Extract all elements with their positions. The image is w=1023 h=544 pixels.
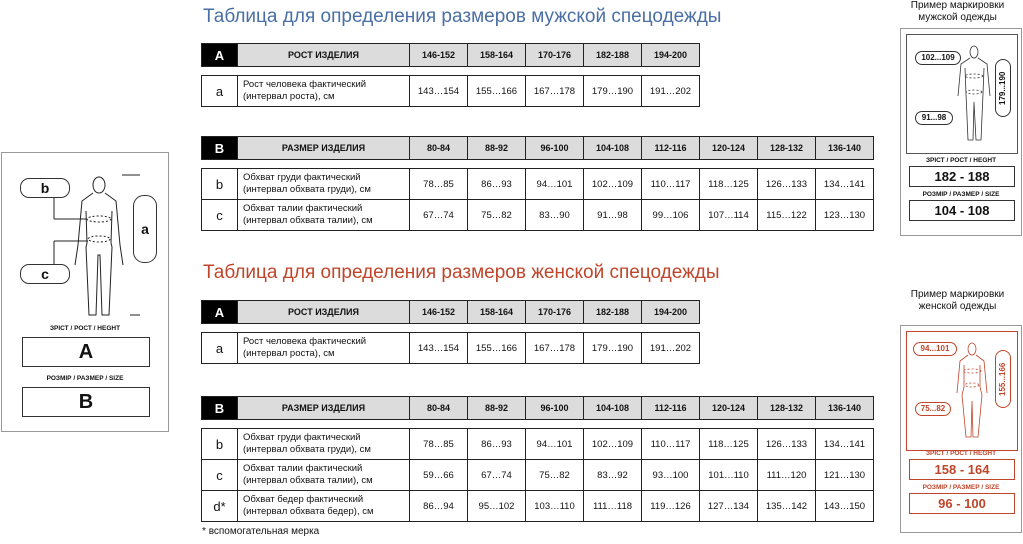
value-cell: 179…190	[584, 333, 642, 364]
table-header-row	[202, 397, 874, 420]
row-letter-cell: c	[202, 460, 238, 491]
value-cell: 107…114	[700, 200, 758, 231]
value-cell: 86…93	[468, 429, 526, 460]
value-cell: 191…202	[642, 76, 700, 107]
value-cell: 78…85	[410, 429, 468, 460]
size-header-cell: 112-116	[642, 397, 700, 420]
table-header-title: РОСТ ИЗДЕЛИЯ	[238, 301, 410, 324]
size-header-cell: 120-124	[700, 397, 758, 420]
value-cell: 93…100	[642, 460, 700, 491]
size-header-cell: 158-164	[468, 301, 526, 324]
table-code-cell: B	[202, 137, 238, 160]
row-description-cell: Обхват груди фактический (интервал обхвата груди), см	[238, 429, 410, 460]
size-caption: РОЗМІР / РАЗМЕР / SIZE	[46, 375, 124, 382]
value-cell: 118…125	[700, 429, 758, 460]
size-header-cell: 194-200	[642, 44, 700, 67]
men-sample-title: Пример маркировки мужской одежды	[910, 0, 1005, 23]
row-description-cell: Обхват талии фактический (интервал обхвата талии), см	[238, 460, 410, 491]
header-gap	[202, 160, 874, 169]
size-header-cell: 80-84	[410, 397, 468, 420]
value-cell: 99…106	[642, 200, 700, 231]
height-label: a	[133, 195, 157, 263]
value-cell: 111…120	[758, 460, 816, 491]
value-cell: 67…74	[410, 200, 468, 231]
table-header-title: РАЗМЕР ИЗДЕЛИЯ	[238, 397, 410, 420]
row-letter-cell: a	[202, 76, 238, 107]
men-height-value: 182 - 188	[909, 166, 1015, 187]
size-header-cell: 88-92	[468, 397, 526, 420]
value-cell: 102…109	[584, 429, 642, 460]
header-gap-cell	[202, 67, 700, 76]
men-size-value: 104 - 108	[909, 200, 1015, 221]
value-cell: 83…90	[526, 200, 584, 231]
size-header-cell: 104-108	[584, 397, 642, 420]
value-cell: 126…133	[758, 169, 816, 200]
size-header-cell: 182-188	[584, 44, 642, 67]
value-cell: 126…133	[758, 429, 816, 460]
legend-card	[1, 152, 169, 432]
value-cell: 78…85	[410, 169, 468, 200]
value-cell: 86…94	[410, 491, 468, 522]
size-header-cell: 96-100	[526, 137, 584, 160]
women-waist-value: 75...82	[915, 402, 951, 416]
women-height-caption: ЗРІСТ / РОСТ / HEGHT	[925, 450, 997, 457]
men-size-table	[201, 136, 874, 231]
header-gap-cell	[202, 160, 874, 169]
value-cell: 86…93	[468, 169, 526, 200]
footnote-text: вспомогательная мерка	[208, 526, 320, 537]
row-description-cell: Рост человека фактический (интервал роста), см	[238, 333, 410, 364]
size-header-cell: 170-176	[526, 301, 584, 324]
size-header-cell: 136-140	[816, 137, 874, 160]
size-header-cell: 146-152	[410, 44, 468, 67]
row-letter-cell: b	[202, 429, 238, 460]
men-height-range: 179...190	[995, 59, 1011, 117]
value-cell: 83…92	[584, 460, 642, 491]
value-cell: 119…126	[642, 491, 700, 522]
value-cell: 101…110	[700, 460, 758, 491]
row-description-cell: Обхват груди фактический (интервал обхвата груди), см	[238, 169, 410, 200]
size-header-cell: 80-84	[410, 137, 468, 160]
height-caption: ЗРІСТ / РОСТ / HEGHT	[49, 325, 121, 332]
row-letter-cell: d*	[202, 491, 238, 522]
value-cell: 91…98	[584, 200, 642, 231]
men-chest-value: 102...109	[915, 51, 961, 65]
value-cell: 167…178	[526, 76, 584, 107]
row-description-cell: Обхват талии фактический (интервал обхвата талии), см	[238, 200, 410, 231]
header-gap	[202, 420, 874, 429]
size-header-cell: 146-152	[410, 301, 468, 324]
table-code-cell: A	[202, 44, 238, 67]
size-header-cell: 128-132	[758, 137, 816, 160]
header-gap	[202, 67, 700, 76]
table-row	[202, 429, 874, 460]
value-cell: 103…110	[526, 491, 584, 522]
men-sample-card	[900, 28, 1022, 236]
size-header-cell: 136-140	[816, 397, 874, 420]
row-letter-cell: c	[202, 200, 238, 231]
value-cell: 143…154	[410, 76, 468, 107]
row-letter-cell: b	[202, 169, 238, 200]
women-chest-value: 94...101	[913, 342, 957, 356]
value-cell: 59…66	[410, 460, 468, 491]
value-cell: 135…142	[758, 491, 816, 522]
value-cell: 127…134	[700, 491, 758, 522]
size-header-cell: 182-188	[584, 301, 642, 324]
header-gap-cell	[202, 324, 700, 333]
men-height-caption: ЗРІСТ / РОСТ / HEGHT	[925, 157, 997, 164]
value-cell: 94…101	[526, 169, 584, 200]
women-size-table	[201, 396, 874, 522]
value-cell: 118…125	[700, 169, 758, 200]
table-header-row	[202, 137, 874, 160]
value-cell: 134…141	[816, 429, 874, 460]
table-header-title: РАЗМЕР ИЗДЕЛИЯ	[238, 137, 410, 160]
men-size-caption: РОЗМІР / РАЗМЕР / SIZE	[922, 191, 1000, 198]
value-cell: 94…101	[526, 429, 584, 460]
size-header-cell: 158-164	[468, 44, 526, 67]
row-description-cell: Обхват бедер фактический (интервал обхвата бедер), см	[238, 491, 410, 522]
waist-label: c	[20, 264, 70, 284]
women-table-title: Таблица для определения размеров женской спецодежды	[203, 262, 720, 283]
women-sample-card	[900, 325, 1022, 533]
value-cell: 75…82	[468, 200, 526, 231]
table-row	[202, 333, 700, 364]
size-header-cell: 194-200	[642, 301, 700, 324]
value-cell: 191…202	[642, 333, 700, 364]
header-gap	[202, 324, 700, 333]
size-value-box: B	[22, 387, 150, 417]
men-height-table	[201, 43, 700, 107]
value-cell: 102…109	[584, 169, 642, 200]
women-height-range: 155...166	[995, 350, 1011, 408]
table-header-title: РОСТ ИЗДЕЛИЯ	[238, 44, 410, 67]
size-header-cell: 88-92	[468, 137, 526, 160]
value-cell: 143…150	[816, 491, 874, 522]
value-cell: 67…74	[468, 460, 526, 491]
height-value-box: A	[22, 337, 150, 367]
size-header-cell: 104-108	[584, 137, 642, 160]
value-cell: 123…130	[816, 200, 874, 231]
value-cell: 134…141	[816, 169, 874, 200]
size-header-cell: 128-132	[758, 397, 816, 420]
value-cell: 121…130	[816, 460, 874, 491]
value-cell: 111…118	[584, 491, 642, 522]
chest-label: b	[20, 178, 70, 198]
table-row	[202, 76, 700, 107]
table-header-row	[202, 301, 700, 324]
women-size-value: 96 - 100	[909, 493, 1015, 514]
size-header-cell: 170-176	[526, 44, 584, 67]
row-letter-cell: a	[202, 333, 238, 364]
table-header-row	[202, 44, 700, 67]
value-cell: 110…117	[642, 429, 700, 460]
table-row	[202, 169, 874, 200]
value-cell: 179…190	[584, 76, 642, 107]
value-cell: 110…117	[642, 169, 700, 200]
value-cell: 155…166	[468, 76, 526, 107]
footnote-star: *	[202, 526, 206, 537]
men-waist-value: 91...98	[915, 111, 953, 125]
women-height-table	[201, 300, 700, 364]
size-header-cell: 96-100	[526, 397, 584, 420]
table-row	[202, 200, 874, 231]
value-cell: 143…154	[410, 333, 468, 364]
table-row	[202, 491, 874, 522]
women-height-value: 158 - 164	[909, 459, 1015, 480]
row-description-cell: Рост человека фактический (интервал роста), см	[238, 76, 410, 107]
header-gap-cell	[202, 420, 874, 429]
value-cell: 167…178	[526, 333, 584, 364]
women-size-caption: РОЗМІР / РАЗМЕР / SIZE	[922, 484, 1000, 491]
value-cell: 155…166	[468, 333, 526, 364]
size-header-cell: 120-124	[700, 137, 758, 160]
footnote	[202, 526, 319, 537]
women-sample-title: Пример маркировки женской одежды	[910, 289, 1005, 312]
men-table-title: Таблица для определения размеров мужской спецодежды	[203, 6, 722, 27]
value-cell: 75…82	[526, 460, 584, 491]
value-cell: 115…122	[758, 200, 816, 231]
value-cell: 95…102	[468, 491, 526, 522]
table-code-cell: B	[202, 397, 238, 420]
size-header-cell: 112-116	[642, 137, 700, 160]
table-code-cell: A	[202, 301, 238, 324]
table-row	[202, 460, 874, 491]
